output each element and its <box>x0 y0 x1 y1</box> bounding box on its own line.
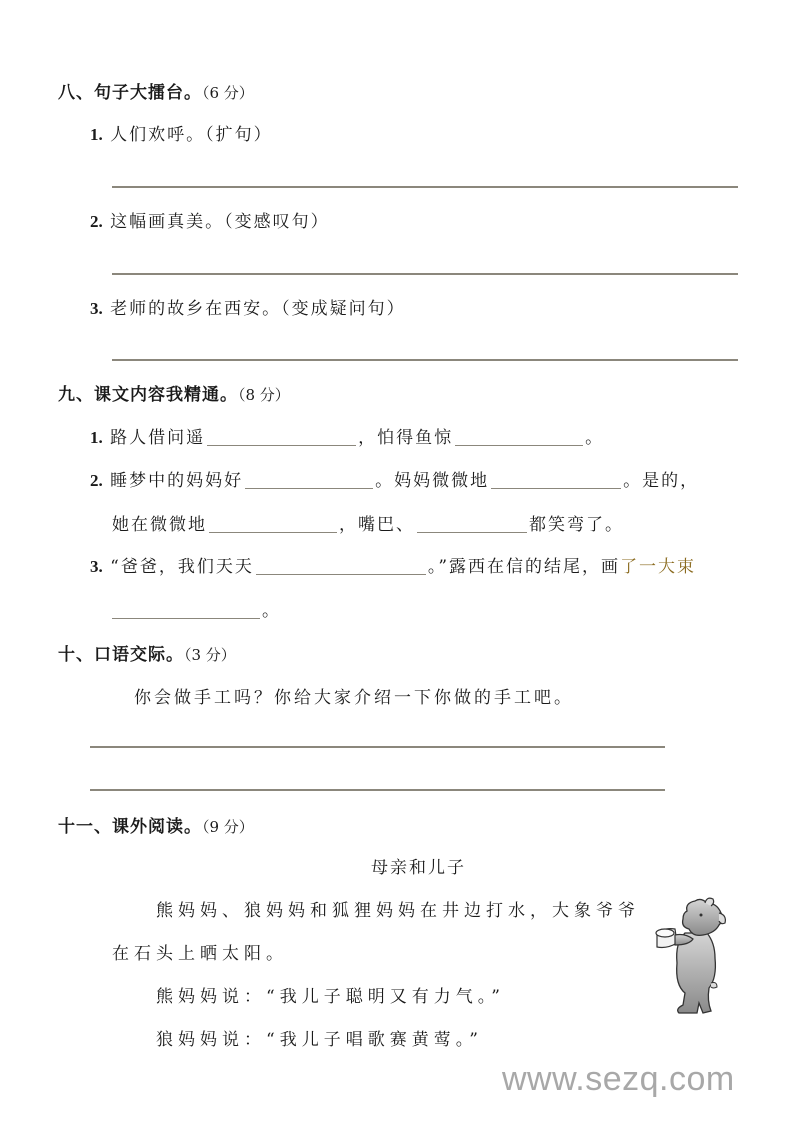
passage-title: 母亲和儿子 <box>371 858 466 878</box>
question-9-2-cont <box>112 510 624 535</box>
answer-line-10-1[interactable] <box>90 746 665 748</box>
question-8-1 <box>90 120 273 145</box>
question-text: 了一大束 <box>620 557 697 577</box>
watermark-text: www.sezq.com <box>502 1060 735 1098</box>
question-text: 她在微微地 <box>112 515 207 535</box>
question-9-2 <box>90 466 699 491</box>
fill-blank[interactable] <box>491 487 621 489</box>
question-number: 2. <box>90 471 103 490</box>
fill-blank[interactable] <box>245 487 373 489</box>
question-9-1 <box>90 423 604 448</box>
question-number: 3. <box>90 299 103 318</box>
section-11-score: （9 分） <box>202 818 254 836</box>
bear-illustration <box>645 893 740 1018</box>
passage-paragraph: 在石头上晒太阳。 <box>112 944 288 964</box>
answer-line-8-2[interactable] <box>112 273 738 275</box>
question-number: 1. <box>90 125 103 144</box>
question-text: ，怕得鱼惊 <box>358 428 454 448</box>
section-9-title: 九、课文内容我精通。 <box>58 385 238 405</box>
passage-paragraph: 狼妈妈说：“我儿子唱歌赛黄莺。” <box>156 1030 483 1050</box>
question-9-3 <box>90 552 696 577</box>
answer-line-8-1[interactable] <box>112 186 738 188</box>
question-text: 。是的， <box>623 471 700 491</box>
question-number: 1. <box>90 428 103 447</box>
fill-blank[interactable] <box>207 444 356 446</box>
question-number: 2. <box>90 212 103 231</box>
question-number: 3. <box>90 557 103 576</box>
section-11-title: 十一、课外阅读。 <box>58 817 202 837</box>
question-text: 都笑弯了。 <box>529 515 624 535</box>
question-text: 路人借问遥 <box>110 428 206 448</box>
speaking-prompt: 你会做手工吗？你给大家介绍一下你做的手工吧。 <box>134 688 574 708</box>
fill-blank[interactable] <box>256 573 426 575</box>
fill-blank[interactable] <box>112 617 260 619</box>
question-text: 。 <box>262 601 281 621</box>
question-text: 老师的故乡在西安。（变成疑问句） <box>110 299 406 319</box>
question-text: 。 <box>585 428 605 448</box>
fill-blank[interactable] <box>455 444 583 446</box>
passage-paragraph: 熊妈妈、狼妈妈和狐狸妈妈在井边打水，大象爷爷 <box>156 901 640 921</box>
section-11-heading <box>58 812 254 837</box>
passage-paragraph: 熊妈妈说：“我儿子聪明又有力气。” <box>156 987 505 1007</box>
question-text: ，嘴巴、 <box>339 515 415 535</box>
section-10-heading <box>58 640 236 665</box>
section-10-score: （3 分） <box>184 646 236 664</box>
section-8-heading <box>58 78 254 103</box>
section-9-score: （8 分） <box>238 386 290 404</box>
question-text: 。”露西在信的结尾，画 <box>427 557 621 577</box>
fill-blank[interactable] <box>417 531 527 533</box>
question-text: 这幅画真美。（变感叹句） <box>110 212 330 232</box>
bear-icon <box>645 893 740 1018</box>
section-10-title: 十、口语交际。 <box>58 645 184 665</box>
section-8-title: 八、句子大擂台。 <box>58 83 202 103</box>
question-text: “爸爸，我们天天 <box>110 557 254 577</box>
answer-line-10-2[interactable] <box>90 789 665 791</box>
question-text: 。妈妈微微地 <box>375 471 490 491</box>
fill-blank[interactable] <box>209 531 337 533</box>
question-text: 睡梦中的妈妈好 <box>110 471 244 491</box>
question-9-3-cont <box>112 596 281 621</box>
question-8-2 <box>90 207 330 232</box>
question-8-3 <box>90 294 406 319</box>
answer-line-8-3[interactable] <box>112 359 738 361</box>
section-9-heading <box>58 380 290 405</box>
question-text: 人们欢呼。（扩句） <box>110 125 273 145</box>
section-8-score: （6 分） <box>202 84 254 102</box>
